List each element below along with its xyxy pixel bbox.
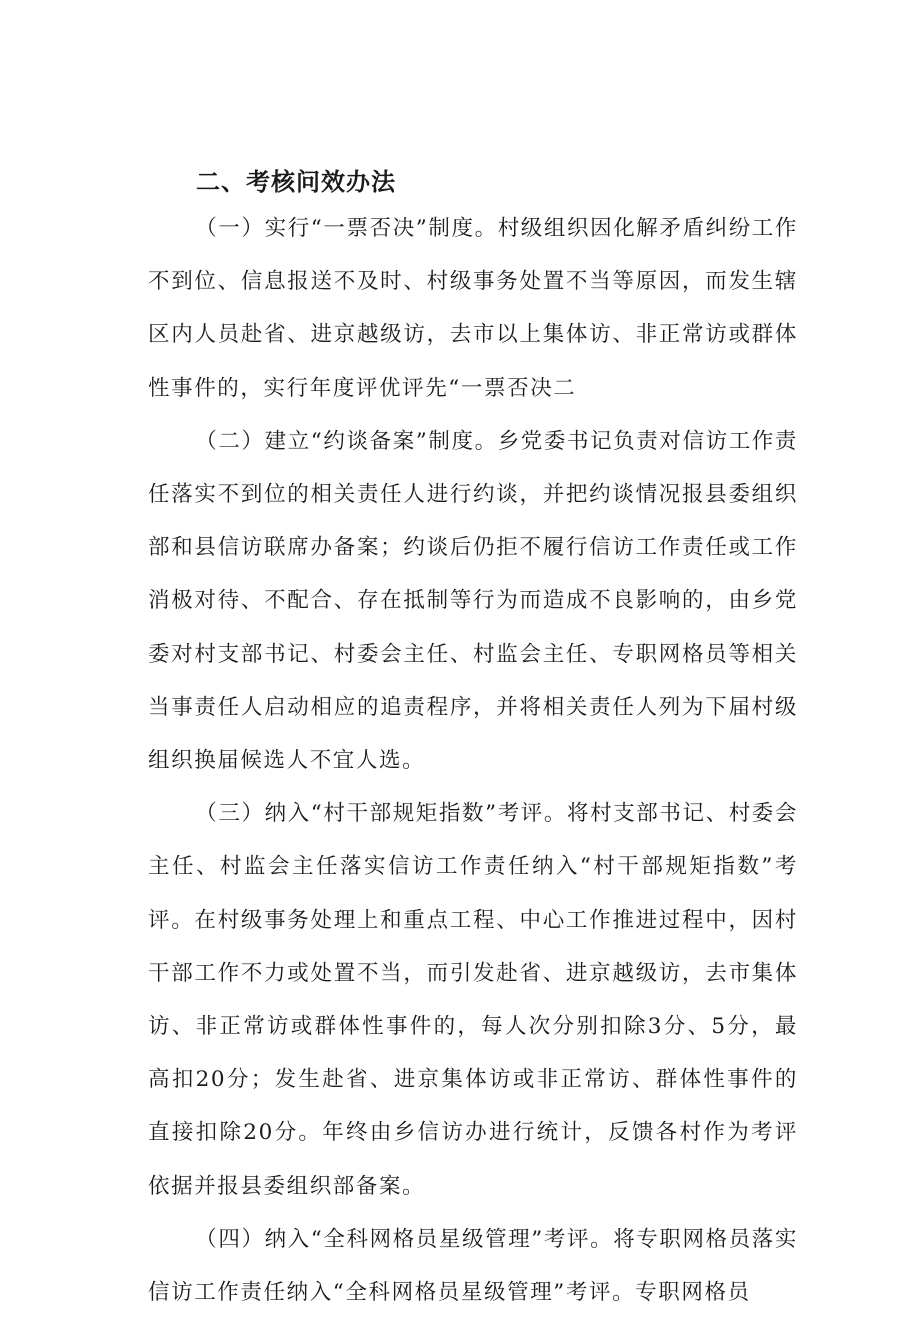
paragraph-village-cadre-index: （三）纳入“村干部规矩指数”考评。将村支部书记、村委会主任、村监会主任落实信访工作责任纳入“村干部规矩指数”考评。在村级事务处理上和重点工程、中心工作推进过程中，因村干部工作不力或处置不当，而引发赴省、进京越级访，去市集体访、非正常访或群体性事件的，每人次分别扣除3分、5分，最高扣20分；发生赴省、进京集体访或非正常访、群体性事件的直接扣除20分。年终由乡信访办进行统计，反馈各村作为考评依据并报县委组织部备案。 <box>148 801 798 1199</box>
section-heading: 二、考核问效办法 <box>196 168 396 196</box>
paragraph-grid-member-rating: （四）纳入“全科网格员星级管理”考评。将专职网格员落实信访工作责任纳入“全科网格员星级管理”考评。专职网格员 <box>148 1226 798 1306</box>
paragraph-one-vote-veto: （一）实行“一票否决”制度。村级组织因化解矛盾纠纷工作不到位、信息报送不及时、村级事务处置不当等原因，而发生辖区内人员赴省、进京越级访，去市以上集体访、非正常访或群体性事件的，实行年度评优评先“一票否决二 <box>148 216 798 401</box>
paragraph-interview-filing: （二）建立“约谈备案”制度。乡党委书记负责对信访工作责任落实不到位的相关责任人进行约谈，并把约谈情况报县委组织部和县信访联席办备案；约谈后仍拒不履行信访工作责任或工作消极对待、不配合、存在抵制等行为而造成不良影响的，由乡党委对村支部书记、村委会主任、村监会主任、专职网格员等相关当事责任人启动相应的追责程序，并将相关责任人列为下届村级组织换届候选人不宜人选。 <box>148 428 798 774</box>
document-body <box>148 162 798 1319</box>
